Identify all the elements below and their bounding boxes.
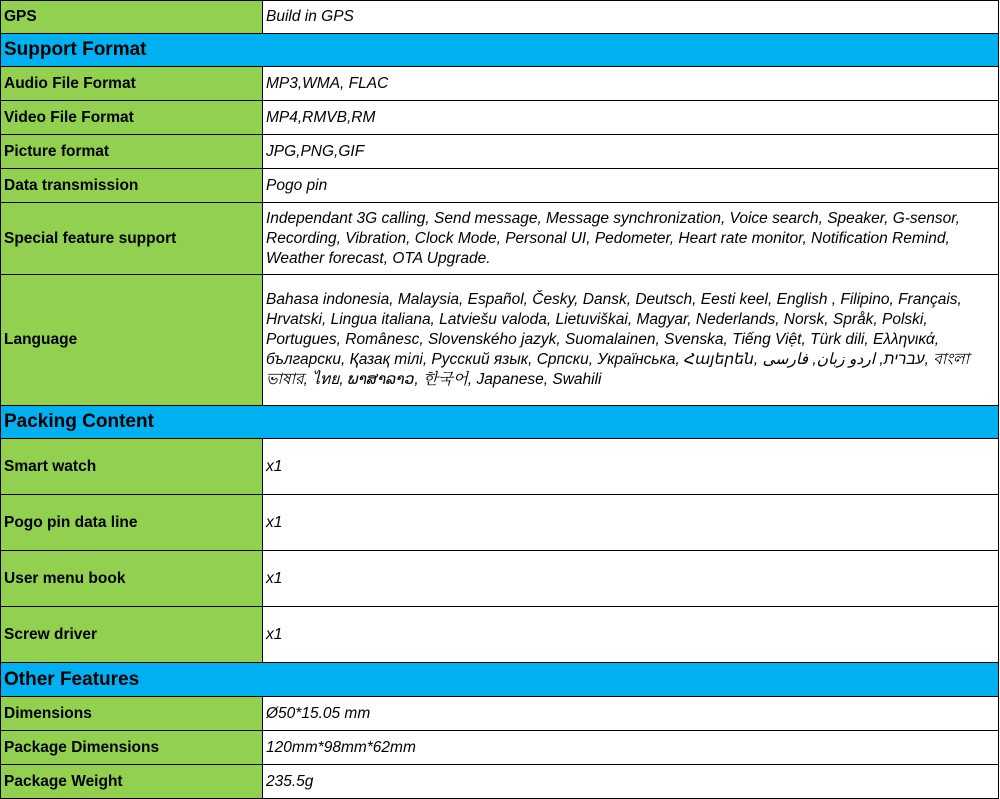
row-user-menu-book bbox=[1, 551, 999, 607]
row-package-dimensions bbox=[1, 731, 999, 765]
package-dimensions-value: 120mm*98mm*62mm bbox=[263, 731, 999, 765]
row-special-feature bbox=[1, 203, 999, 275]
picture-format-label: Picture format bbox=[1, 135, 263, 169]
package-dimensions-label: Package Dimensions bbox=[1, 731, 263, 765]
data-transmission-label: Data transmission bbox=[1, 169, 263, 203]
row-screw-driver bbox=[1, 607, 999, 663]
support-format-header: Support Format bbox=[1, 34, 999, 67]
section-support-format bbox=[1, 34, 999, 67]
row-audio-format bbox=[1, 67, 999, 101]
row-dimensions bbox=[1, 697, 999, 731]
language-label: Language bbox=[1, 275, 263, 406]
screw-driver-label: Screw driver bbox=[1, 607, 263, 663]
other-features-header: Other Features bbox=[1, 663, 999, 697]
gps-value: Build in GPS bbox=[263, 1, 999, 34]
package-weight-value: 235.5g bbox=[263, 765, 999, 799]
user-menu-book-value: x1 bbox=[263, 551, 999, 607]
dimensions-label: Dimensions bbox=[1, 697, 263, 731]
row-pogo-pin-data-line bbox=[1, 495, 999, 551]
row-language bbox=[1, 275, 999, 406]
dimensions-value: Ø50*15.05 mm bbox=[263, 697, 999, 731]
smart-watch-value: x1 bbox=[263, 439, 999, 495]
gps-label: GPS bbox=[1, 1, 263, 34]
row-package-weight bbox=[1, 765, 999, 799]
language-value: Bahasa indonesia, Malaysia, Español, Česky, Dansk, Deutsch, Eesti keel, English , Filipino, Français, Hrvatski, Lingua italiana, Latviešu valoda, Lietuviškai, Magyar, Nederlands, Norsk, Språk, Polski, Portugues, Românesc, Slovenského jazyk, Suomalainen, Svenska, Tiếng Việt, Türk dili, Ελληνικά, български, Қазақ тілі, Русский язык, Српски, Українська, Հայերեն, עברית, اردو زبان, فارسی, বাংলা ভাষার, ไทย, ພາສາລາວ, 한국어, Japanese, Swahili bbox=[263, 275, 999, 406]
special-feature-value: Independant 3G calling, Send message, Message synchronization, Voice search, Speaker, G-sensor, Recording, Vibration, Clock Mode, Personal UI, Pedometer, Heart rate monitor, Notification Remind, Weather forecast, OTA Upgrade. bbox=[263, 203, 999, 275]
section-other-features bbox=[1, 663, 999, 697]
smart-watch-label: Smart watch bbox=[1, 439, 263, 495]
pogo-pin-data-line-value: x1 bbox=[263, 495, 999, 551]
special-feature-label: Special feature support bbox=[1, 203, 263, 275]
video-format-value: MP4,RMVB,RM bbox=[263, 101, 999, 135]
section-packing-content bbox=[1, 406, 999, 439]
package-weight-label: Package Weight bbox=[1, 765, 263, 799]
row-data-transmission bbox=[1, 169, 999, 203]
pogo-pin-data-line-label: Pogo pin data line bbox=[1, 495, 263, 551]
row-gps bbox=[1, 1, 999, 34]
row-smart-watch bbox=[1, 439, 999, 495]
user-menu-book-label: User menu book bbox=[1, 551, 263, 607]
screw-driver-value: x1 bbox=[263, 607, 999, 663]
row-video-format bbox=[1, 101, 999, 135]
data-transmission-value: Pogo pin bbox=[263, 169, 999, 203]
packing-content-header: Packing Content bbox=[1, 406, 999, 439]
video-format-label: Video File Format bbox=[1, 101, 263, 135]
picture-format-value: JPG,PNG,GIF bbox=[263, 135, 999, 169]
audio-format-label: Audio File Format bbox=[1, 67, 263, 101]
row-picture-format bbox=[1, 135, 999, 169]
audio-format-value: MP3,WMA, FLAC bbox=[263, 67, 999, 101]
